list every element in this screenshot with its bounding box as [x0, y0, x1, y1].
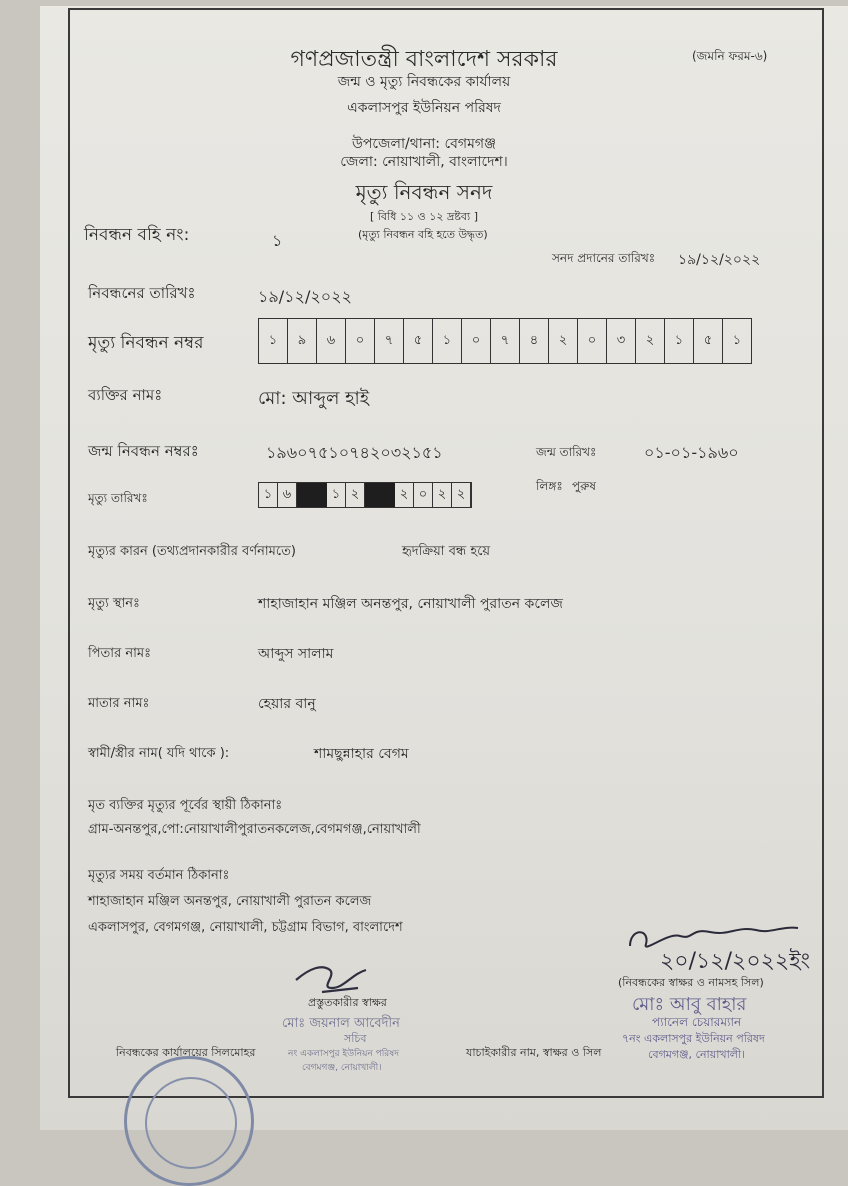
birth-reg-label: জন্ম নিবন্ধন নম্বরঃ [88, 442, 199, 460]
death-reg-digit: ৭ [491, 319, 520, 363]
preparer-label: প্রস্তুতকারীর স্বাক্ষর [308, 996, 387, 1009]
preparer-stamp-title: সচিব [344, 1032, 367, 1045]
death-reg-digit: ৩ [607, 319, 636, 363]
date-separator-block [297, 483, 327, 507]
death-reg-digit: ২ [549, 319, 578, 363]
permanent-address-value: গ্রাম-অনন্তপুর,পো:নোয়াখালীপুরাতনকলেজ,বেগমগঞ্জ,নোয়াখালী [88, 822, 421, 837]
registrar-stamp-title: প্যানেল চেয়ারম্যান [652, 1015, 742, 1029]
preparer-signature [292, 958, 372, 998]
registration-date-value: ১৯/১২/২০২২ [258, 287, 352, 306]
death-reg-digit: ০ [462, 319, 491, 363]
preparer-stamp-address: বেগমগঞ্জ, নোয়াখালী। [302, 1063, 382, 1073]
issue-date-label: সনদ প্রদানের তারিখঃ [552, 251, 656, 265]
death-reg-digit: ১ [259, 319, 288, 363]
upazila-line: উপজেলা/থানা: বেগমগঞ্জ [351, 136, 497, 152]
death-reg-digit: ০ [578, 319, 607, 363]
death-date-digit: ২ [346, 483, 365, 507]
cause-value: হৃদক্রিয়া বন্ধ হয়ে [402, 544, 491, 559]
death-date-digit: ০ [414, 483, 433, 507]
district-line: জেলা: নোয়াখালী, বাংলাদেশ। [340, 154, 508, 170]
mother-name-value: হেয়ার বানু [258, 696, 316, 712]
issue-date-value: ১৯/১২/২০২২ [678, 252, 761, 268]
verifier-label: যাচাইকারীর নাম, স্বাক্ষর ও সিল [466, 1046, 602, 1059]
present-address-line2: একলাসপুর, বেগমগঞ্জ, নোয়াখালী, চট্টগ্রাম বিভাগ, বাংলাদেশ [88, 920, 403, 935]
death-place-label: মৃত্যু স্থানঃ [88, 596, 140, 611]
father-name-label: পিতার নামঃ [88, 646, 152, 661]
death-date-digit: ১ [327, 483, 346, 507]
office-seal-label: নিবন্ধকের কার্যালয়ের সিলমোহর [116, 1046, 256, 1059]
registrar-label: (নিবন্ধকের স্বাক্ষর ও নামসহ সিল) [618, 976, 764, 989]
death-date-digit: ১ [259, 483, 278, 507]
government-title: গণপ্রজাতন্ত্রী বাংলাদেশ সরকার [290, 47, 558, 72]
spouse-name-label: স্বামী/স্ত্রীর নাম( যদি থাকে ): [88, 746, 230, 761]
rule-reference: [ বিধি ১১ ও ১২ দ্রষ্টব্য ] [369, 210, 479, 223]
father-name-value: আব্দুস সালাম [258, 646, 334, 662]
registrar-stamp-address: বেগমগঞ্জ, নোয়াখালী। [648, 1048, 746, 1061]
sex-value: পুরুষ [572, 479, 596, 493]
death-reg-label: মৃত্যু নিবন্ধন নম্বর [88, 333, 204, 353]
death-date-boxes [258, 482, 472, 508]
death-date-digit: ৬ [278, 483, 297, 507]
office-name: জন্ম ও মৃত্যু নিবন্ধকের কার্যালয় [337, 74, 511, 90]
registrar-stamp-union: ৭নং একলাসপুর ইউনিয়ন পরিষদ [622, 1032, 765, 1045]
present-address-line1: শাহাজাহান মঞ্জিল অনন্তপুর, নোয়াখালী পুরাতন কলেজ [88, 894, 372, 909]
death-place-value: শাহাজাহান মঞ্জিল অনন্তপুর, নোয়াখালী পুরাতন কলেজ [258, 596, 563, 612]
permanent-address-label: মৃত ব্যক্তির মৃত্যুর পূর্বের স্থায়ী ঠিকানাঃ [88, 798, 283, 813]
death-date-digit: ২ [395, 483, 414, 507]
date-separator-block [365, 483, 395, 507]
office-round-seal [124, 1056, 254, 1186]
preparer-stamp-name: মোঃ জয়নাল আবেদীন [282, 1016, 400, 1031]
extract-note: (মৃত্যু নিবন্ধন বহি হতে উদ্ধৃত) [358, 228, 488, 241]
death-reg-digit: ৪ [520, 319, 549, 363]
mother-name-label: মাতার নামঃ [88, 696, 150, 711]
death-reg-number-boxes [258, 318, 752, 364]
present-address-label: মৃত্যুর সময় বর্তমান ঠিকানাঃ [88, 868, 230, 883]
death-date-digit: ২ [433, 483, 452, 507]
person-name-label: ব্যক্তির নামঃ [88, 386, 163, 404]
death-reg-digit: ৬ [317, 319, 346, 363]
spouse-name-value: শামছুন্নাহার বেগম [314, 746, 409, 762]
death-reg-digit: ১ [665, 319, 694, 363]
person-name-value: মো: আব্দুল হাই [258, 388, 370, 409]
certificate-title: মৃত্যু নিবন্ধন সনদ [355, 180, 493, 204]
dob-label: জন্ম তারিখঃ [536, 445, 597, 459]
death-reg-digit: ৯ [288, 319, 317, 363]
death-date-digit: ২ [452, 483, 471, 507]
death-reg-digit: ১ [732, 332, 742, 348]
cause-label: মৃত্যুর কারন (তথ্যপ্রদানকারীর বর্ণনামতে) [88, 544, 296, 559]
form-number: (জমনি ফরম-৬) [692, 49, 768, 63]
book-number-value: ১ [272, 231, 283, 250]
death-date-label: মৃত্যু তারিখঃ [88, 491, 148, 505]
death-reg-digit: ৫ [694, 319, 723, 363]
registrar-signature-date: ২০/১২/২০২২ইং [660, 949, 811, 974]
death-reg-digit: ৫ [404, 319, 433, 363]
dob-value: ০১-০১-১৯৬০ [644, 443, 739, 462]
preparer-stamp-union: নং একলাসপুর ইউনিয়ন পরিষদ [288, 1049, 399, 1059]
registrar-stamp-name: মোঃ আবু বাহার [632, 994, 747, 1015]
birth-reg-value: ১৯৬০৭৫১০৭৪২০৩২১৫১ [266, 443, 443, 462]
union-name: একলাসপুর ইউনিয়ন পরিষদ [347, 100, 501, 116]
registration-date-label: নিবন্ধনের তারিখঃ [88, 284, 196, 302]
death-reg-digit: ২ [636, 319, 665, 363]
sex-label: লিঙ্গঃ [536, 479, 563, 493]
death-reg-digit: ৭ [375, 319, 404, 363]
death-reg-digit: ০ [346, 319, 375, 363]
death-reg-digit: ১ [433, 319, 462, 363]
book-number-label: নিবন্ধন বহি নং: [84, 225, 190, 245]
